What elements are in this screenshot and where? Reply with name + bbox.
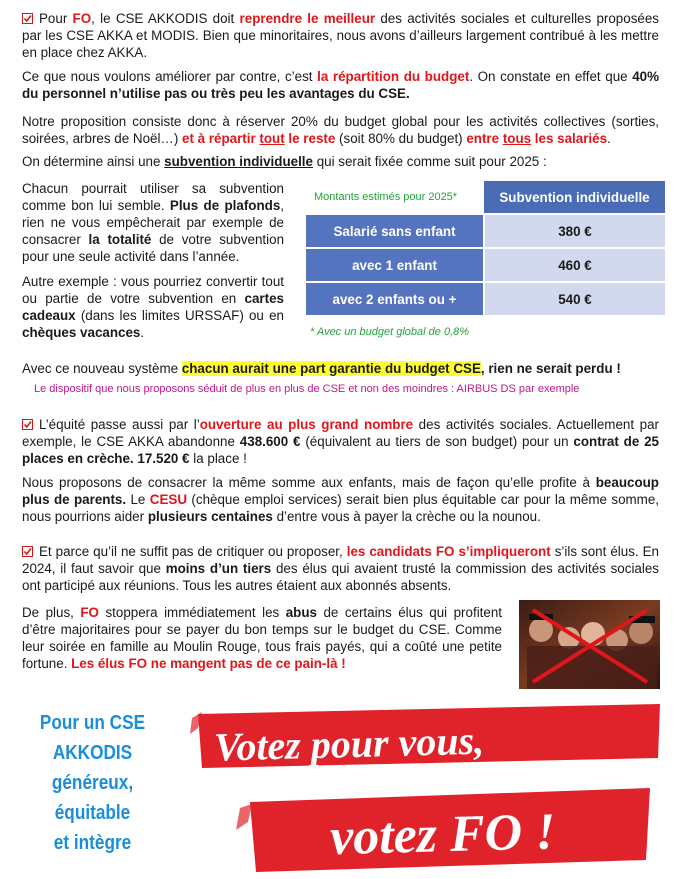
text: des activités sociales et culturelles proposées par les CSE AKKA et MODIS. Bien que minoritaires, nous avons d’ailleurs largement contribué à les mettre en place chez AKKA. xyxy=(22,11,659,60)
row-value: 460 € xyxy=(484,248,665,282)
table-row xyxy=(306,282,665,315)
fo-highlight: FO xyxy=(80,605,99,620)
text: (équivalent au tiers de son budget) pour un xyxy=(300,434,574,449)
checkbox-icon xyxy=(22,13,33,24)
moulin-rouge-photo-crossed xyxy=(519,600,660,689)
text: (dans les limites URSSAF) ou en xyxy=(75,308,284,323)
text: Pour xyxy=(39,11,73,26)
text: la place ! xyxy=(189,451,247,466)
red-highlight: la répartition du budget xyxy=(317,69,470,84)
banner-line1: Votez pour vous, xyxy=(213,717,485,770)
paragraph-abuses xyxy=(22,604,502,672)
row-value: 540 € xyxy=(484,282,665,315)
row-label: avec 1 enfant xyxy=(306,248,484,282)
text: . xyxy=(607,131,611,146)
table-header-row xyxy=(306,181,665,214)
vote-fo-banner xyxy=(190,700,667,875)
text: Le xyxy=(126,492,150,507)
bold-text: moins d’un tiers xyxy=(165,561,272,576)
red-highlight: entre xyxy=(466,131,503,146)
red-highlight: le reste xyxy=(284,131,336,146)
paragraph-budget xyxy=(22,68,659,102)
text: Notre proposition consiste donc à réserver 20% du budget global pour les activités collectives (sorties, soirées, arbres de Noël…) xyxy=(22,114,659,146)
paragraph-intro xyxy=(22,10,659,61)
text: qui serait fixée comme suit pour 2025 : xyxy=(312,154,547,169)
red-underline: tous xyxy=(502,131,532,146)
text: , le CSE AKKODIS doit xyxy=(91,11,240,26)
text: Nous proposons de consacrer la même somme aux enfants, mais de façon qu’elle profite à xyxy=(22,475,596,490)
text: de certains élus qui profitent d’être majoritaires pour se payer du bon temps sur le budget du CSE. Comme leur soirée en famille au Moulin Rouge, tous frais payés, qui a coûté une petite fortune. xyxy=(22,605,502,671)
table-row xyxy=(306,214,665,248)
subvention-table xyxy=(306,181,665,315)
bold-text: cartes cadeaux xyxy=(22,291,284,323)
paragraph-subvention xyxy=(22,153,659,170)
paragraph-cesu xyxy=(22,474,659,525)
text: des activités sociales. Actuellement par exemple, le CSE AKKA abandonne xyxy=(22,417,659,449)
red-highlight: et à répartir xyxy=(182,131,260,146)
slogan-line: et intègre xyxy=(53,832,132,854)
text: Avec ce nouveau système xyxy=(22,361,182,376)
red-highlight: les salariés xyxy=(531,131,608,146)
text: , rien ne vous empêcherait par exemple de consacrer xyxy=(22,198,285,247)
row-value: 380 € xyxy=(484,214,665,248)
text: . On constate en effet que xyxy=(469,69,633,84)
bold-underline: subvention individuelle xyxy=(164,154,313,169)
text: Et parce qu’il ne suffit pas de critiquer ou proposer, xyxy=(39,544,347,559)
text: d’entre vous à payer la crèche ou la nounou. xyxy=(272,509,541,524)
bold-text: 438.600 € xyxy=(239,434,301,449)
fo-highlight: FO xyxy=(72,11,92,26)
paragraph-equity xyxy=(22,416,659,467)
red-highlight: Les élus FO ne mangent pas de ce pain-là ! xyxy=(71,656,346,671)
text: On détermine ainsi une xyxy=(22,154,165,169)
red-underline: tout xyxy=(259,131,285,146)
paragraph-involvement xyxy=(22,543,659,594)
text: . xyxy=(140,325,145,340)
text: (soit 80% du budget) xyxy=(335,131,467,146)
text: stoppera immédiatement les xyxy=(98,605,286,620)
red-highlight: les candidats FO s’impliqueront xyxy=(346,544,551,559)
slogan-line: Pour un CSE xyxy=(39,712,146,734)
text: (chèque emploi services) serait bien plus équitable car pour la même somme, nous pourrions aider xyxy=(22,492,659,524)
paragraph-usage xyxy=(22,180,284,265)
red-highlight: ouverture au plus grand nombre xyxy=(199,417,414,432)
text: des élus qui avaient trusté la commission des activités sociales ont participé aux réunions. Tous les autres étaient aux abonnés absents. xyxy=(22,561,659,593)
row-label: avec 2 enfants ou + xyxy=(306,282,484,315)
text: De plus, xyxy=(22,605,81,620)
text: Ce que nous voulons améliorer par contre, c’est xyxy=(22,69,318,84)
airbus-note: Le dispositif que nous proposons séduit de plus en plus de CSE et non des moindres : AIRBUS DS par exemple xyxy=(34,383,580,395)
slogan-block xyxy=(22,708,164,858)
paragraph-example xyxy=(22,273,284,341)
bold-text: abus xyxy=(285,605,317,620)
checkbox-icon xyxy=(22,546,33,557)
text: L’équité passe aussi par l’ xyxy=(39,417,200,432)
bold-text: la totalité xyxy=(88,232,152,247)
table-header-estimate: Montants estimés pour 2025* xyxy=(314,191,458,203)
text: de votre subvention pour une seule activité dans l’année. xyxy=(22,232,285,264)
bold-text: 40% du personnel n’utilise pas ou très peu les avantages du CSE. xyxy=(22,69,659,101)
text: Autre exemple : vous pourriez convertir tout ou partie de votre subvention en xyxy=(22,274,284,306)
red-highlight: reprendre le meilleur xyxy=(239,11,376,26)
bold-text: chèques vacances xyxy=(22,325,141,340)
paragraph-proposal xyxy=(22,113,659,147)
bold-text: contrat de 25 places en crèche. 17.520 € xyxy=(22,434,659,466)
table-header-subvention: Subvention individuelle xyxy=(484,181,665,214)
row-label: Salarié sans enfant xyxy=(306,214,484,248)
banner-line2: votez FO ! xyxy=(329,803,557,867)
paragraph-guarantee xyxy=(22,360,662,377)
slogan-line: AKKODIS xyxy=(52,742,133,764)
table-footnote: * Avec un budget global de 0,8% xyxy=(310,326,470,338)
slogan-line: généreux, xyxy=(51,772,134,794)
highlighted-text: chacun aurait une part garantie du budget CSE xyxy=(181,361,481,376)
left-column xyxy=(22,180,284,347)
text: s’ils sont élus. En 2024, il faut savoir que xyxy=(22,544,659,576)
bold-text: Plus de plafonds xyxy=(169,198,281,213)
slogan-line: équitable xyxy=(54,802,131,824)
red-highlight: CESU xyxy=(149,492,188,507)
bold-text: beaucoup plus de parents. xyxy=(22,475,659,507)
text: Chacun pourrait utiliser sa subvention comme bon lui semble. xyxy=(22,181,284,213)
bold-text: , rien ne serait perdu ! xyxy=(480,361,621,376)
checkbox-icon xyxy=(22,419,33,430)
bold-text: plusieurs centaines xyxy=(147,509,273,524)
table-row xyxy=(306,248,665,282)
